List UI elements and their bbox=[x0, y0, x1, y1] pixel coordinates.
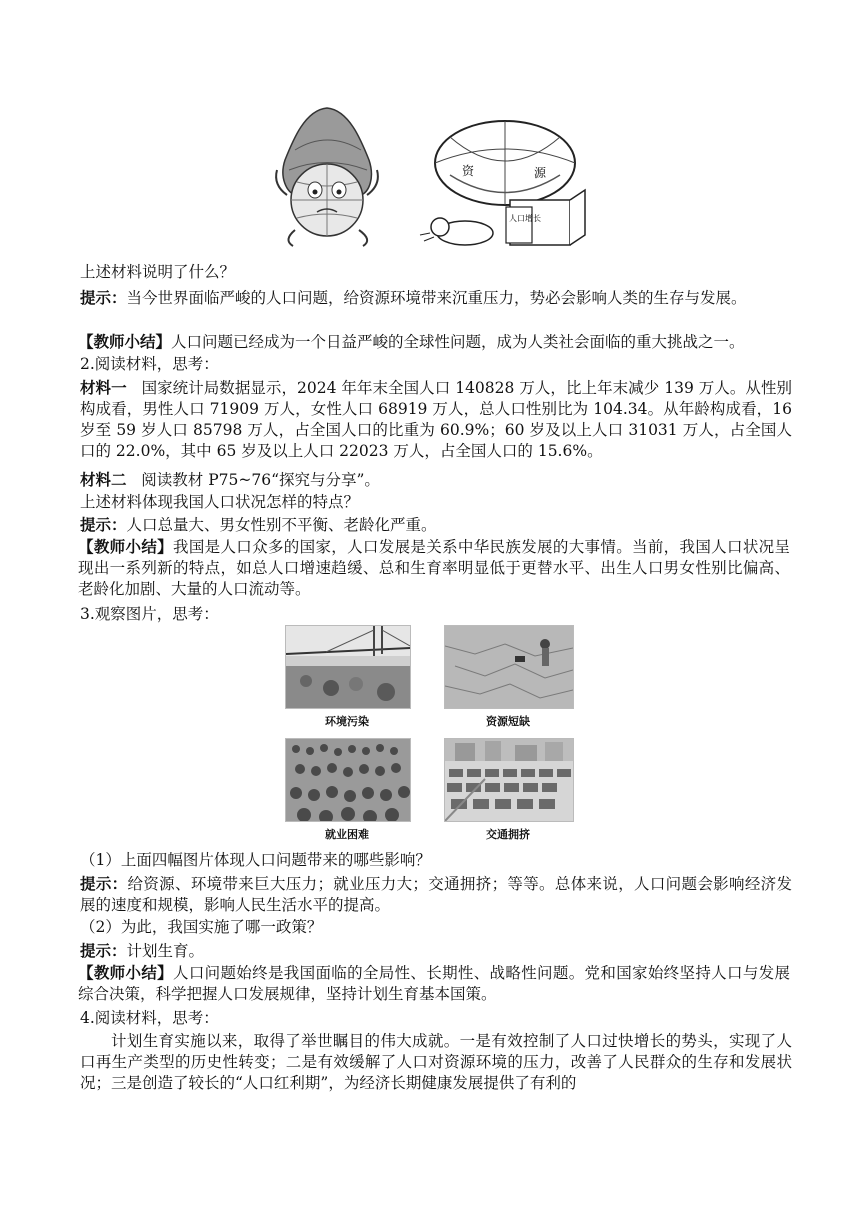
material-2 bbox=[80, 469, 380, 491]
teacher-summary-2 bbox=[78, 536, 790, 600]
hint-text: 给资源、环境带来巨大压力；就业压力大；交通拥挤；等等。总体来说，人口问题会影响经济发展的速度和规模，影响人民生活水平的提高。 bbox=[80, 875, 792, 914]
hint-4 bbox=[80, 940, 204, 962]
hint-label: 提示： bbox=[80, 941, 127, 960]
summary-label: 【教师小结】 bbox=[78, 963, 173, 982]
hint-1 bbox=[80, 287, 792, 309]
hint-text: 计划生育。 bbox=[126, 942, 205, 960]
summary-text: 人口问题始终是我国面临的全局性、长期性、战略性问题。党和国家始终坚持人口与发展综合决策，科学把握人口发展规律，坚持计划生育基本国策。 bbox=[78, 964, 790, 1003]
question-3-1: （1）上面四幅图片体现人口问题带来的哪些影响？ bbox=[80, 851, 431, 869]
section-3-heading: 3.观察图片，思考： bbox=[80, 605, 219, 623]
hint-3 bbox=[80, 873, 792, 916]
question-2: 上述材料体现我国人口状况怎样的特点？ bbox=[80, 493, 360, 511]
cartoon-resource-burden bbox=[410, 115, 600, 255]
summary-label: 【教师小结】 bbox=[78, 332, 172, 351]
hint-2 bbox=[80, 514, 437, 536]
resource-label-right: 源 bbox=[534, 166, 547, 180]
material-2-text: 阅读教材 P75~76“探究与分享”。 bbox=[141, 471, 380, 489]
caption-pollution: 环境污染 bbox=[325, 715, 369, 728]
hint-label: 提示： bbox=[80, 515, 127, 534]
photo-traffic-congestion bbox=[444, 738, 574, 822]
hint-label: 提示： bbox=[80, 874, 128, 893]
material-1-text: 国家统计局数据显示，2024 年年末全国人口 140828 万人，比上年末减少 139 万人。从性别构成看，男性人口 71909 万人，女性人口 68919 万人，总人口性别比为 104.34。从年龄构成看，16 岁至 59 岁人口 85798 万人，占全国人口的比重为 60.9%；60 岁及以上人口 31031 万人，占全国人口的 22.0%，其中 65 岁及以上人口 22023 万人，占全国人口的 15.6%。 bbox=[80, 379, 792, 460]
resource-label-left: 资 bbox=[462, 164, 475, 178]
photo-resource-shortage bbox=[444, 625, 574, 709]
photo-employment-difficulty bbox=[285, 738, 411, 822]
caption-shortage: 资源短缺 bbox=[486, 715, 530, 728]
teacher-summary-3 bbox=[78, 962, 790, 1005]
tag-label: 人口增长 bbox=[509, 214, 541, 223]
summary-label: 【教师小结】 bbox=[78, 537, 173, 556]
summary-text: 我国是人口众多的国家，人口发展是关系中华民族发展的大事情。当前，我国人口状况呈现出一系列新的特点，如总人口增速趋缓、总和生育率明显低于更替水平、出生人口男女性别比偏高、老龄化加剧、大量的人口流动等。 bbox=[78, 538, 790, 598]
caption-employment: 就业困难 bbox=[325, 828, 369, 841]
hint-text: 人口总量大、男女性别不平衡、老龄化严重。 bbox=[126, 516, 437, 534]
photo-environment-pollution bbox=[285, 625, 411, 709]
question-1: 上述材料说明了什么？ bbox=[80, 263, 236, 281]
section-2-heading: 2.阅读材料，思考： bbox=[80, 355, 219, 373]
section-4-heading: 4.阅读材料，思考： bbox=[80, 1009, 219, 1027]
cartoon-overcrowded-earth bbox=[265, 100, 390, 250]
material-1 bbox=[80, 377, 792, 462]
material-1-label: 材料一 bbox=[80, 378, 127, 397]
question-3-2: （2）为此，我国实施了哪一政策？ bbox=[80, 918, 323, 936]
teacher-summary-1 bbox=[78, 331, 745, 353]
caption-traffic: 交通拥挤 bbox=[486, 828, 530, 841]
hint-label: 提示： bbox=[80, 288, 127, 307]
material-4: 计划生育实施以来，取得了举世瞩目的伟大成就。一是有效控制了人口过快增长的势头，实现了人口再生产类型的历史性转变；二是有效缓解了人口对资源环境的压力，改善了人民群众的生存和发展状况；三是创造了较长的“人口红利期”，为经济长期健康发展提供了有利的 bbox=[80, 1032, 792, 1092]
summary-text: 人口问题已经成为一个日益严峻的全球性问题，成为人类社会面临的重大挑战之一。 bbox=[171, 333, 745, 351]
hint-text: 当今世界面临严峻的人口问题，给资源环境带来沉重压力，势必会影响人类的生存与发展。 bbox=[126, 289, 747, 307]
material-2-label: 材料二 bbox=[80, 470, 127, 489]
